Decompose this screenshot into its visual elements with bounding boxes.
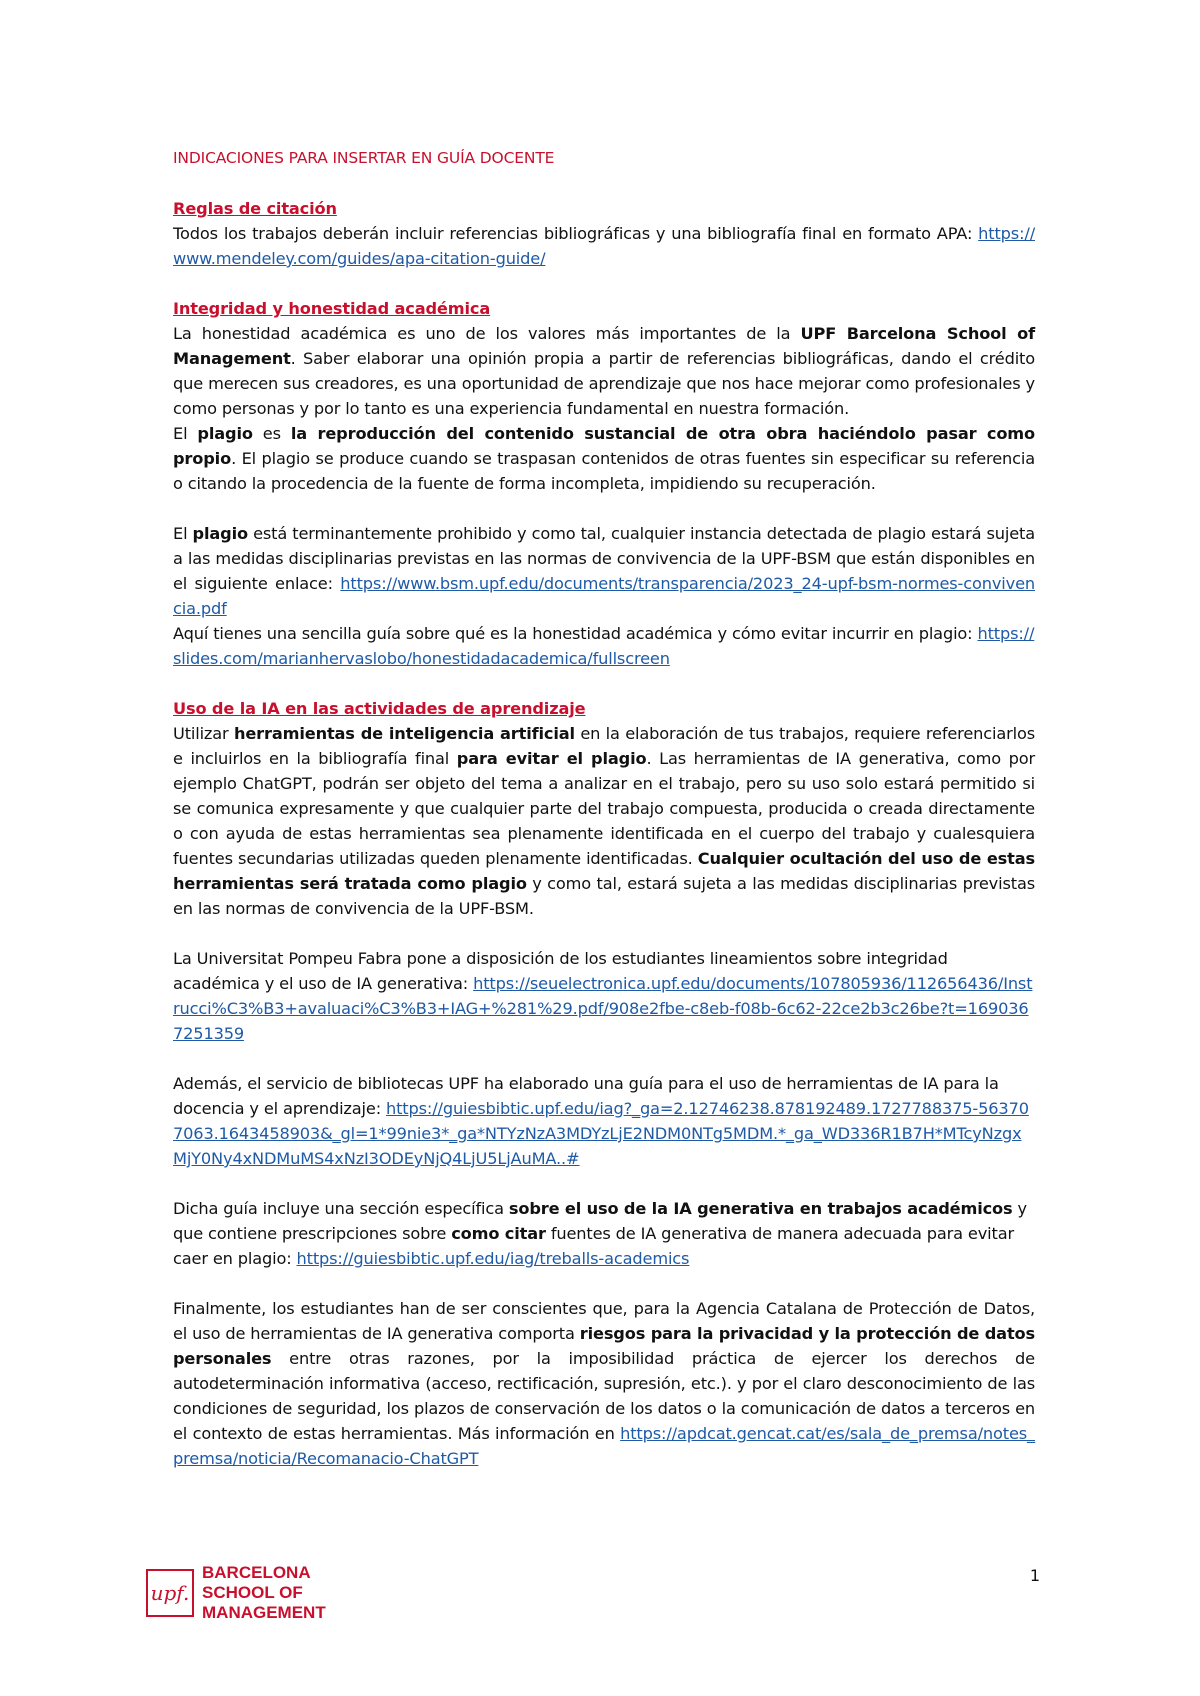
bold-run: sobre el uso de la IA generativa en trabajos académicos xyxy=(508,1199,1013,1218)
text-run: . Las herramientas de IA generativa, como por ejemplo ChatGPT, podrán ser objeto del tema a analizar en el trabajo, pero su uso solo estará permitido si se comunica expresamente y que cualquier parte del trabajo compuesta, producida o creada directamente o con ayuda de estas herramientas sea plenamente identificada en el cuerpo del trabajo y cualesquiera fuentes secundarias utilizadas queden plenamente identificadas. xyxy=(173,749,1035,868)
link-apdcat-chatgpt[interactable]: https://apdcat.gencat.cat/es/sala_de_premsa/notes_premsa/noticia/Recomanacio-ChatGPT xyxy=(173,1424,1035,1468)
bold-run: Cualquier ocultación del uso de estas herramientas será tratada como plagio xyxy=(173,849,1035,893)
logo-line: MANAGEMENT xyxy=(202,1603,326,1622)
paragraph-honesty-guide xyxy=(173,621,1035,671)
text-run: y como tal, estará sujeta a las medidas disciplinarias previstas en las normas de convivencia de la UPF-BSM. xyxy=(173,874,1035,918)
text-run: y que contiene prescripciones sobre xyxy=(173,1199,1027,1243)
text-run: es xyxy=(252,424,291,443)
paragraph-library-guide xyxy=(173,1071,1035,1171)
link-honesty-slides[interactable]: https://slides.com/marianhervaslobo/honestidadacademica/fullscreen xyxy=(173,624,1035,668)
text-run: . El plagio se produce cuando se traspasan contenidos de otras fuentes sin especificar su referencia o citando la procedencia de la fuente de forma incompleta, impidiendo su recuperación. xyxy=(173,449,1035,493)
text-run: entre otras razones, por la imposibilidad práctica de ejercer los derechos de autodeterminación informativa (acceso, rectificación, supresión, etc.). y por el claro desconocimiento de las condiciones de seguridad, los plazos de conservación de los datos o la comunicación de datos a terceros en el contexto de estas herramientas. Más información en xyxy=(173,1349,1035,1443)
link-upf-ai-instructions-pdf[interactable]: https://seuelectronica.upf.edu/documents/107805936/112656436/Instrucci%C3%B3+avaluaci%C3%B3+IAG+%281%29.pdf/908e2fbe-c8eb-f08b-6c62-22ce2b3c26be?t=1690367251359 xyxy=(173,974,1033,1043)
upf-logo-mark: upf. xyxy=(146,1569,194,1617)
bold-run: para evitar el plagio xyxy=(456,749,647,768)
text-run: El xyxy=(173,524,193,543)
bold-run: como citar xyxy=(451,1224,546,1243)
logo-wordmark xyxy=(202,1563,326,1623)
text-run: . Saber elaborar una opinión propia a partir de referencias bibliográficas, dando el crédito que merecen sus creadores, es una oportunidad de aprendizaje que nos hace mejorar como profesionales y como personas y por lo tanto es una experiencia fundamental en nuestra formación. xyxy=(173,349,1035,418)
text-run: Utilizar xyxy=(173,724,234,743)
link-apa-guide[interactable]: https://www.mendeley.com/guides/apa-citation-guide/ xyxy=(173,224,1035,268)
logo-line: BARCELONA xyxy=(202,1563,311,1582)
bold-run: riesgos para la privacidad y la protección de datos personales xyxy=(173,1324,1035,1368)
paragraph-plagiarism-prohibited xyxy=(173,521,1035,621)
bold-run: la reproducción del contenido sustancial de otra obra haciéndolo pasar como propio xyxy=(173,424,1035,468)
logo-line: SCHOOL OF xyxy=(202,1583,303,1602)
document-body xyxy=(173,146,1035,1471)
paragraph-data-protection xyxy=(173,1296,1035,1471)
bold-run: plagio xyxy=(197,424,253,443)
paragraph-upf-guidelines xyxy=(173,946,1035,1046)
text-run: está terminantemente prohibido y como tal, cualquier instancia detectada de plagio estará sujeta a las medidas disciplinarias previstas en las normas de convivencia de la UPF-BSM que están disponibles en el siguiente enlace: xyxy=(173,524,1036,593)
text-run: fuentes de IA generativa de manera adecuada para evitar caer en plagio: xyxy=(173,1224,1014,1268)
paragraph-ai-rules xyxy=(173,721,1035,921)
heading-ai-usage: Uso de la IA en las actividades de aprendizaje xyxy=(173,699,586,718)
text-run: Además, el servicio de bibliotecas UPF ha elaborado una guía para el uso de herramientas de IA para la docencia y el aprendizaje: xyxy=(173,1074,999,1118)
bold-run: herramientas de inteligencia artificial xyxy=(233,724,575,743)
page-number: 1 xyxy=(1029,1566,1040,1585)
link-library-ai-guide[interactable]: https://guiesbibtic.upf.edu/iag?_ga=2.12746238.878192489.1727788375-563707063.1643458903&_gl=1*99nie3*_ga*NTYzNzA3MDYzLjE2NDM0NTg5MDM.*_ga_WD336R1B7H*MTcyNzgxMjY0Ny4xNDMuMS4xNzI3ODEyNjQ4LjU5LjAuMA..# xyxy=(173,1099,1029,1168)
heading-citation-rules: Reglas de citación xyxy=(173,199,337,218)
document-title: INDICACIONES PARA INSERTAR EN GUÍA DOCENTE xyxy=(173,149,555,167)
text-run: El xyxy=(173,424,198,443)
text-run: Aquí tienes una sencilla guía sobre qué es la honestidad académica y cómo evitar incurrir en plagio: xyxy=(173,624,978,643)
heading-academic-integrity: Integridad y honestidad académica xyxy=(173,299,491,318)
text-run: La Universitat Pompeu Fabra pone a disposición de los estudiantes lineamientos sobre integridad académica y el uso de IA generativa: xyxy=(173,949,948,993)
upf-bsm-logo xyxy=(146,1563,326,1623)
paragraph-plagiarism-definition xyxy=(173,421,1035,496)
text-run: Todos los trabajos deberán incluir referencias bibliográficas y una bibliografía final en formato APA: xyxy=(173,224,979,243)
paragraph-academic-works-section xyxy=(173,1196,1035,1271)
text-run: en la elaboración de tus trabajos, requiere referenciarlos e incluirlos en la bibliografía final xyxy=(173,724,1036,768)
text-run: Finalmente, los estudiantes han de ser conscientes que, para la Agencia Catalana de Protección de Datos, el uso de herramientas de IA generativa comporta xyxy=(173,1299,1035,1343)
paragraph-integrity-intro xyxy=(173,321,1035,421)
paragraph-citation xyxy=(173,221,1035,271)
bold-run: UPF Barcelona School of Management xyxy=(173,324,1035,368)
text-run: Dicha guía incluye una sección específica xyxy=(173,1199,509,1218)
text-run: La honestidad académica es uno de los valores más importantes de la xyxy=(173,324,801,343)
link-treballs-academics[interactable]: https://guiesbibtic.upf.edu/iag/treballs-academics xyxy=(296,1249,690,1268)
link-bsm-normes-convivencia[interactable]: https://www.bsm.upf.edu/documents/transparencia/2023_24-upf-bsm-normes-convivencia.pdf xyxy=(173,574,1035,618)
bold-run: plagio xyxy=(192,524,248,543)
